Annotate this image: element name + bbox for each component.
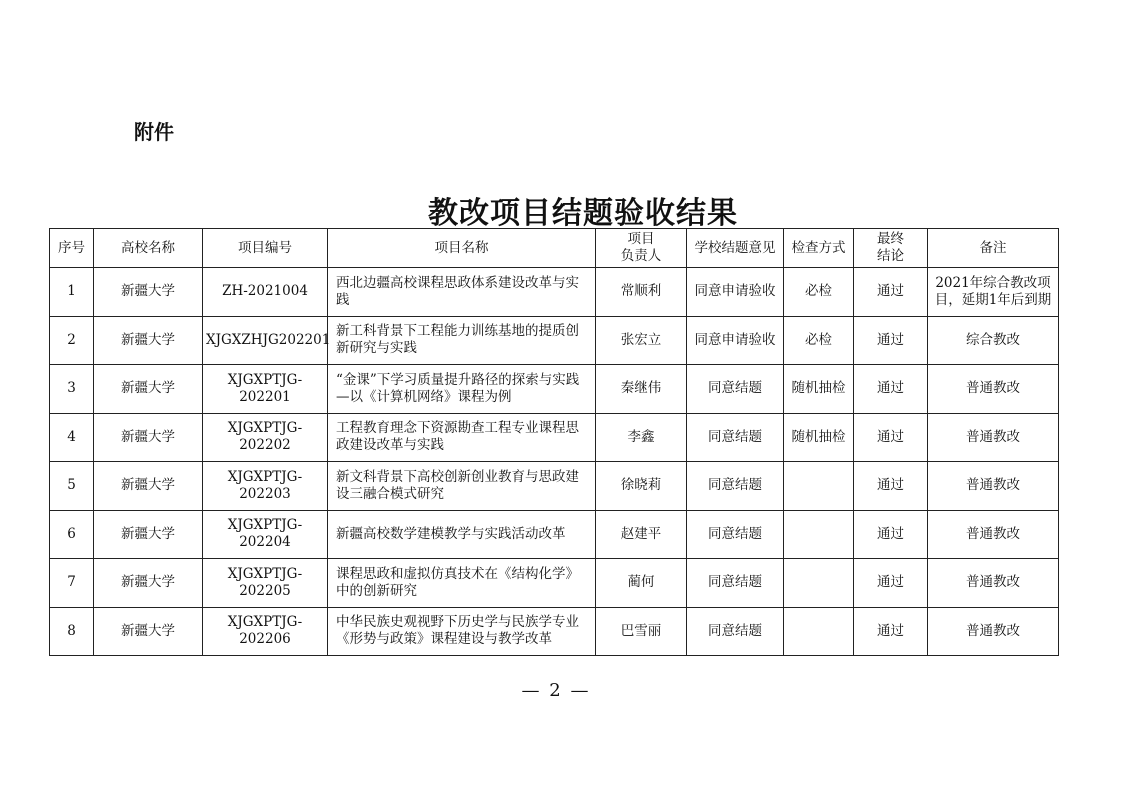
cell-index: 4 [50,413,94,462]
table-header-row [50,229,1059,268]
cell-opinion: 同意结题 [687,462,784,511]
cell-index: 3 [50,365,94,414]
header-project-name: 项目名称 [328,229,596,268]
cell-code: XJGXZHJG202201 [203,316,328,365]
cell-remarks: 普通教改 [928,559,1059,608]
cell-project-name: 新疆高校数学建模教学与实践活动改革 [328,510,596,559]
cell-university: 新疆大学 [94,365,203,414]
cell-index: 7 [50,559,94,608]
cell-remarks: 普通教改 [928,413,1059,462]
cell-code: ZH-2021004 [203,268,328,317]
cell-remarks: 2021年综合教改项目，延期1年后到期 [928,268,1059,317]
cell-index: 1 [50,268,94,317]
cell-conclusion: 通过 [854,607,928,656]
cell-conclusion: 通过 [854,413,928,462]
cell-remarks: 普通教改 [928,462,1059,511]
cell-leader: 常顺利 [596,268,687,317]
cell-university: 新疆大学 [94,316,203,365]
table-row [50,413,1059,462]
cell-conclusion: 通过 [854,462,928,511]
cell-remarks: 普通教改 [928,607,1059,656]
cell-project-name: “金课”下学习质量提升路径的探索与实践—以《计算机网络》课程为例 [328,365,596,414]
header-school-opinion: 学校结题意见 [687,229,784,268]
cell-opinion: 同意结题 [687,413,784,462]
cell-method: 随机抽检 [784,365,854,414]
header-remarks: 备注 [928,229,1059,268]
cell-leader: 徐晓莉 [596,462,687,511]
cell-remarks: 综合教改 [928,316,1059,365]
header-conclusion-line2: 结论 [877,248,904,264]
header-project-code: 项目编号 [203,229,328,268]
header-leader-line1: 项目 [627,231,655,247]
cell-remarks: 普通教改 [928,510,1059,559]
results-table [49,228,1059,656]
cell-method [784,462,854,511]
table-row [50,462,1059,511]
header-leader [596,229,687,268]
cell-conclusion: 通过 [854,510,928,559]
cell-code: XJGXPTJG-202202 [203,413,328,462]
attachment-label: 附件 [134,120,174,144]
cell-project-name: 西北边疆高校课程思政体系建设改革与实践 [328,268,596,317]
page-number: — 2 — [521,680,591,701]
cell-code: XJGXPTJG-202203 [203,462,328,511]
cell-index: 6 [50,510,94,559]
cell-university: 新疆大学 [94,607,203,656]
cell-opinion: 同意申请验收 [687,316,784,365]
cell-leader: 李鑫 [596,413,687,462]
cell-project-name: 工程教育理念下资源勘查工程专业课程思政建设改革与实践 [328,413,596,462]
cell-opinion: 同意结题 [687,510,784,559]
cell-code: XJGXPTJG-202205 [203,559,328,608]
cell-university: 新疆大学 [94,413,203,462]
cell-project-name: 中华民族史观视野下历史学与民族学专业《形势与政策》课程建设与教学改革 [328,607,596,656]
cell-conclusion: 通过 [854,316,928,365]
cell-project-name: 新工科背景下工程能力训练基地的提质创新研究与实践 [328,316,596,365]
cell-code: XJGXPTJG-202201 [203,365,328,414]
table-row [50,607,1059,656]
header-conclusion-line1: 最终 [877,231,904,247]
table-row [50,510,1059,559]
cell-method [784,559,854,608]
cell-leader: 赵建平 [596,510,687,559]
cell-leader: 张宏立 [596,316,687,365]
cell-index: 8 [50,607,94,656]
header-check-method: 检查方式 [784,229,854,268]
cell-opinion: 同意申请验收 [687,268,784,317]
cell-university: 新疆大学 [94,462,203,511]
cell-opinion: 同意结题 [687,559,784,608]
cell-conclusion: 通过 [854,365,928,414]
document-title: 教改项目结题验收结果 [428,196,738,231]
cell-conclusion: 通过 [854,268,928,317]
cell-opinion: 同意结题 [687,607,784,656]
header-index: 序号 [50,229,94,268]
table-row [50,365,1059,414]
header-leader-line2: 负责人 [620,248,662,264]
cell-method: 随机抽检 [784,413,854,462]
table-row [50,268,1059,317]
cell-leader: 巴雪丽 [596,607,687,656]
cell-leader: 秦继伟 [596,365,687,414]
cell-remarks: 普通教改 [928,365,1059,414]
cell-opinion: 同意结题 [687,365,784,414]
cell-project-name: 课程思政和虚拟仿真技术在《结构化学》中的创新研究 [328,559,596,608]
cell-method: 必检 [784,268,854,317]
cell-method: 必检 [784,316,854,365]
header-university: 高校名称 [94,229,203,268]
cell-leader: 蔺何 [596,559,687,608]
cell-index: 5 [50,462,94,511]
cell-code: XJGXPTJG-202206 [203,607,328,656]
cell-university: 新疆大学 [94,559,203,608]
cell-code: XJGXPTJG-202204 [203,510,328,559]
cell-university: 新疆大学 [94,268,203,317]
header-conclusion [854,229,928,268]
cell-university: 新疆大学 [94,510,203,559]
cell-conclusion: 通过 [854,559,928,608]
cell-method [784,510,854,559]
cell-method [784,607,854,656]
table-row [50,559,1059,608]
cell-index: 2 [50,316,94,365]
table-row [50,316,1059,365]
cell-project-name: 新文科背景下高校创新创业教育与思政建设三融合模式研究 [328,462,596,511]
